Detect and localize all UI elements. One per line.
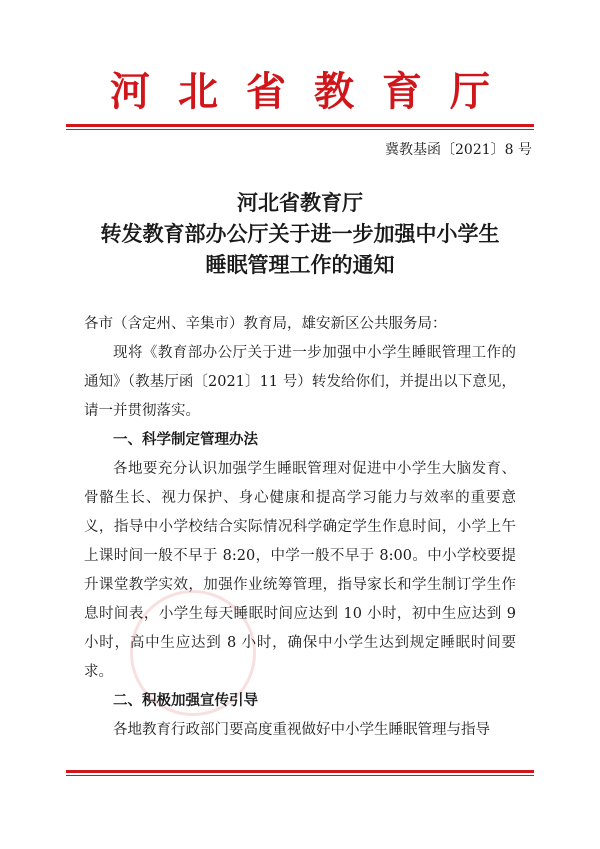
header-red-rule xyxy=(66,124,534,127)
footer-red-rule xyxy=(66,770,534,773)
issuing-authority-header: 河北省教育厅 xyxy=(110,69,518,115)
title-line-3: 睡眠管理工作的通知 xyxy=(205,253,395,277)
section-2-paragraph: 各地教育行政部门要高度重视做好中小学生睡眠管理与指导 xyxy=(113,722,490,738)
document-number: 冀教基函〔2021〕8 号 xyxy=(385,142,532,158)
section-1-heading: 一、科学制定管理办法 xyxy=(113,432,258,448)
footer-red-rule-thin xyxy=(66,775,534,776)
document-title xyxy=(60,188,540,281)
addressee-line: 各市（含定州、辛集市）教育局，雄安新区公共服务局： xyxy=(84,316,447,332)
title-line-2: 转发教育部办公厅关于进一步加强中小学生 xyxy=(100,222,500,246)
title-line-1: 河北省教育厅 xyxy=(237,191,363,215)
intro-paragraph: 现将《教育部办公厅关于进一步加强中小学生睡眠管理工作的通知》（教基厅函〔2021〕11 号）转发给你们，并提出以下意见，请一并贯彻落实。 xyxy=(84,345,516,419)
document-body xyxy=(84,310,516,745)
section-2-heading: 二、积极加强宣传引导 xyxy=(113,693,258,709)
header-red-rule-thin xyxy=(66,129,534,130)
section-1-paragraph: 各地要充分认识加强学生睡眠管理对促进中小学生大脑发育、骨骼生长、视力保护、身心健康和提高学习能力与效率的重要意义，指导中小学校结合实际情况科学确定学生作息时间，小学上午上课时间一般不早于 8:20，中学一般不早于 8:00。中小学校要提升课堂教学实效，加强作业统筹管理，指导家长和学生制订学生作息时间表，小学生每天睡眠时间应达到 10 小时，初中生应达到 9 小时，高中生应达到 8 小时，确保中小学生达到规定睡眠时间要求。 xyxy=(84,461,516,680)
